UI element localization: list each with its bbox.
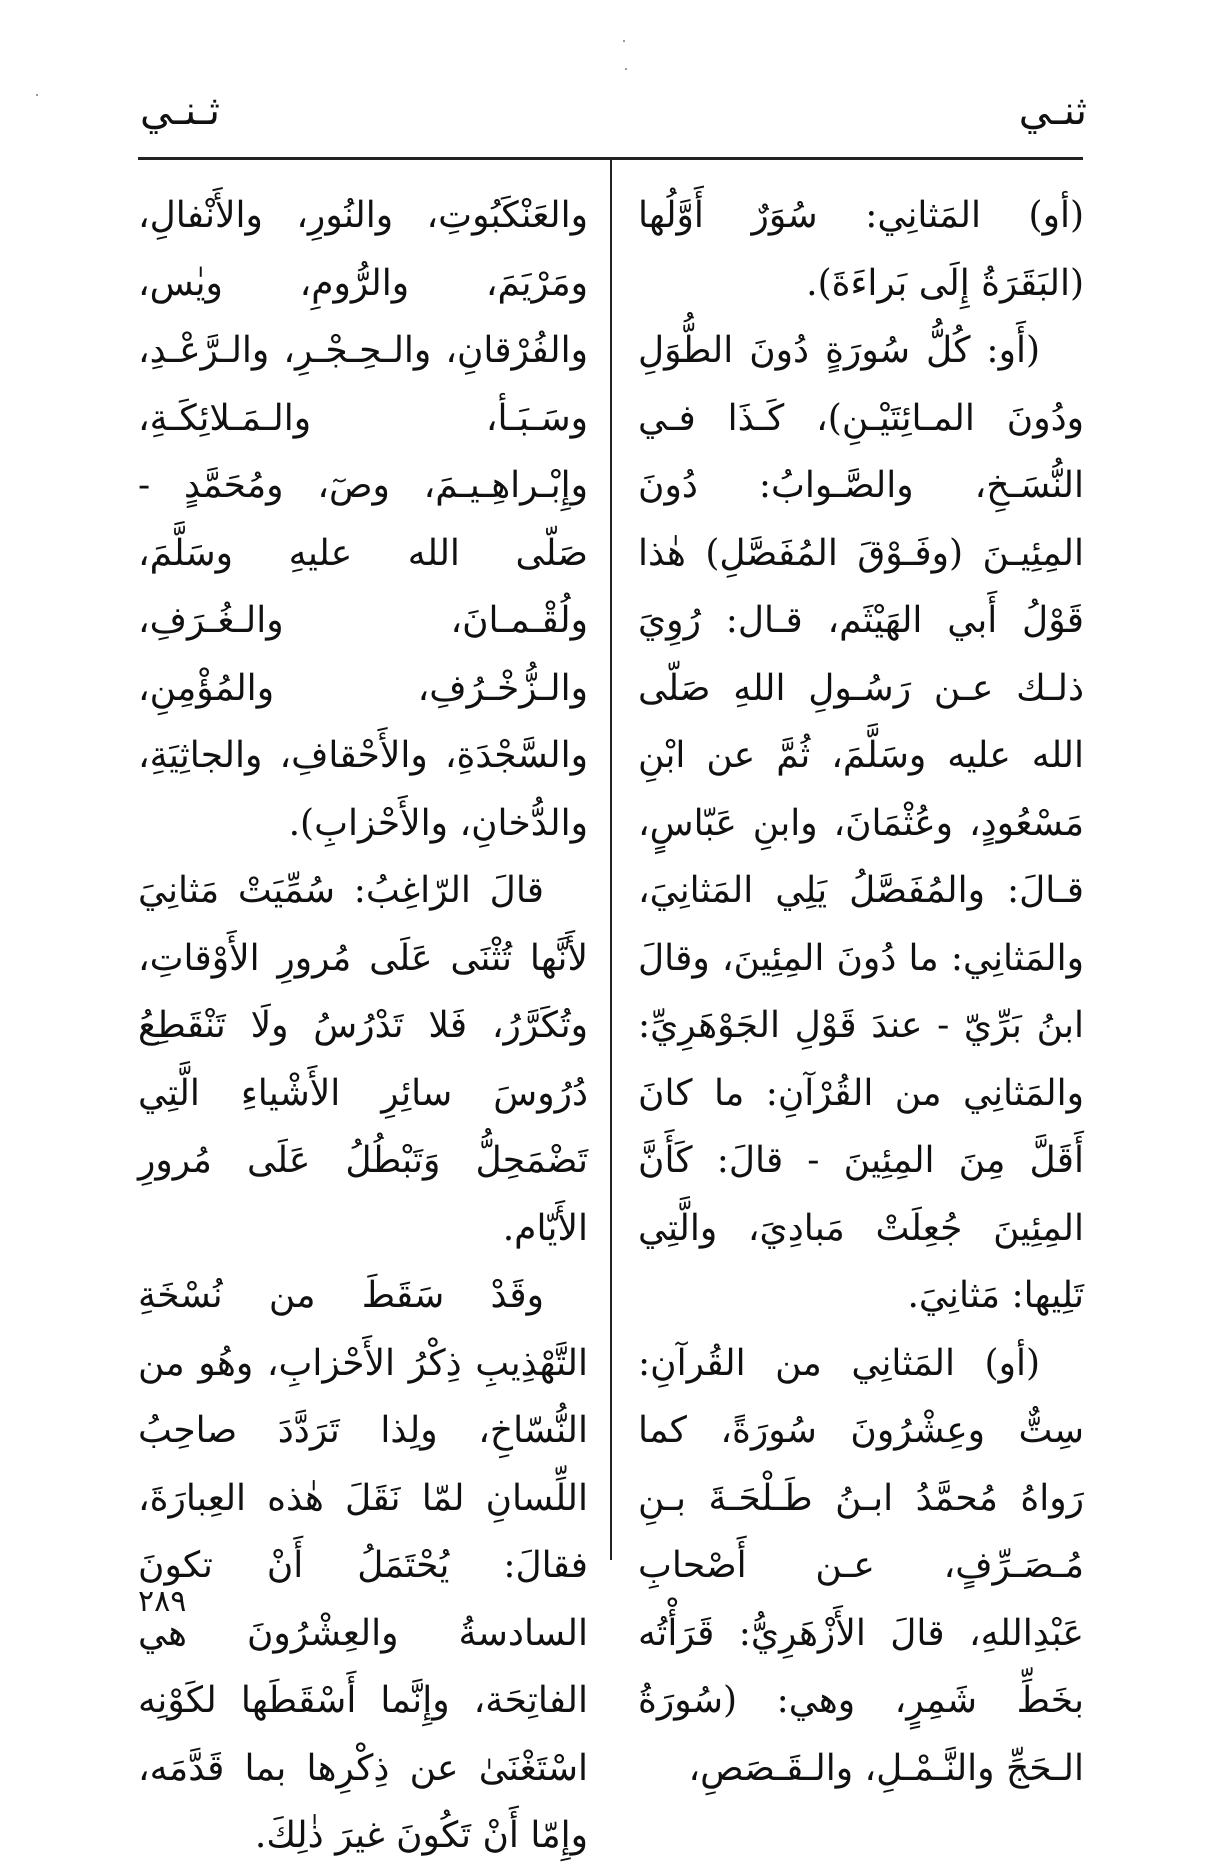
scan-speck (625, 68, 627, 70)
running-head-left: ثـنـي (140, 88, 220, 134)
paragraph: (أو) المَثانِي: سُوَرٌ أَوَّلُها (البَقَرَةُ إِلَى بَراءَةَ). (638, 195, 1084, 304)
scan-speck (36, 94, 38, 96)
right-text-column (638, 182, 1084, 1789)
paragraph: (أو) المَثانِي من القُرآنِ: سِتٌّ وعِشْرُونَ سُورَةً، كما رَواهُ مُحمَّدُ ابـنُ طَـلْحَـةَ بـنِ مُـصَـرِّفٍ، عـن أَصْحابِ عَبْدِاللهِ، قالَ الأَزْهَرِيُّ: قَرَأْتُه بخَطِّ شَمِرٍ، وهي: (سُورَةُ الـحَجِّ والنَّـمْـلِ، والـقَـصَصِ، (638, 1342, 1084, 1789)
paragraph: وقَدْ سَقَطَ من نُسْخَةِ التَّهْذِيبِ ذِكْرُ الأَحْزابِ، وهُو من النُّسّاخِ، ولِذا تَرَدَّدَ صاحِبُ اللِّسانِ لمّا نَقَلَ هٰذه العِبارَةَ، فقالَ: يُحْتَمَلُ أَنْ تكونَ السادسةُ والعِشْرُونَ هي الفاتِحَة، وإِنَّما أَسْقَطَها لكَوْنِه اسْتَغْنَىٰ عن ذِكْرِها بما قَدَّمَه، وإِمّا أَنْ تَكُونَ غيرَ ذٰلِكَ. (138, 1275, 588, 1856)
paragraph: والعَنْكَبُوتِ، والنُورِ، والأَنْفالِ، ومَرْيَمَ، والرُّومِ، ويٰس، والفُرْقانِ، والـحِـجْـرِ، والـرَّعْـدِ، وسَـبَـأ، والـمَـلائِكَـةِ، وإِبْـراهِـيـمَ، وصٓ، ومُحَمَّدٍ - صَلّى الله عليهِ وسَلَّمَ، ولُقْـمـانَ، والـغُـرَفِ، والـزُّخْـرُفِ، والمُؤْمِنِ، والسَّجْدَةِ، والأَحْقافِ، والجاثِيَةِ، والدُّخانِ، والأَحْزابِ). (138, 195, 588, 844)
paragraph: (أَو: كُلُّ سُورَةٍ دُونَ الطُّوَلِ ودُونَ المـائِتَيْـنِ)، كَـذَا فـي النُّسَـخِ، والصَّـوابُ: دُونَ المِئِيـنَ (وفَـوْقَ المُفَصَّلِ) هٰذا قَوْلُ أَبي الهَيْثَم، قـال: رُوِيَ ذلـك عـن رَسُـولِ اللهِ صَلّى الله عليه وسَلَّمَ، ثُمَّ عن ابْنِ مَسْعُودٍ، وعُثْمَانَ، وابنِ عَبّاسٍ، قـالَ: والمُفَصَّلُ يَلِي المَثانِيَ، والمَثانِي: ما دُونَ المِئِينَ، وقالَ ابنُ بَرِّيّ - عندَ قَوْلِ الجَوْهَرِيِّ: والمَثانِي من القُرْآنِ: ما كانَ أَقَلَّ مِنَ المِئِينَ - قالَ: كَأَنَّ المِئِينَ جُعِلَتْ مَبادِيَ، والَّتِي تَلِيها: مَثانِيَ. (638, 330, 1084, 1316)
column-divider (610, 158, 612, 1560)
paragraph: قالَ الرّاغِبُ: سُمِّيَتْ مَثانِيَ لأَنَّها تُثْنَى عَلَى مُرورِ الأَوْقاتِ، وتُكَرَّرُ، فَلا تَدْرُسُ ولَا تَنْقَطِعُ دُرُوسَ سائِرِ الأَشْياءِ الَّتِي تَضْمَحِلُّ وَتَبْطُلُ عَلَى مُرورِ الأَيّام. (138, 870, 588, 1249)
running-head-right: ثنـي (1018, 88, 1087, 134)
scan-speck (623, 40, 625, 42)
page-number: ٢٨٩ (138, 1584, 187, 1619)
